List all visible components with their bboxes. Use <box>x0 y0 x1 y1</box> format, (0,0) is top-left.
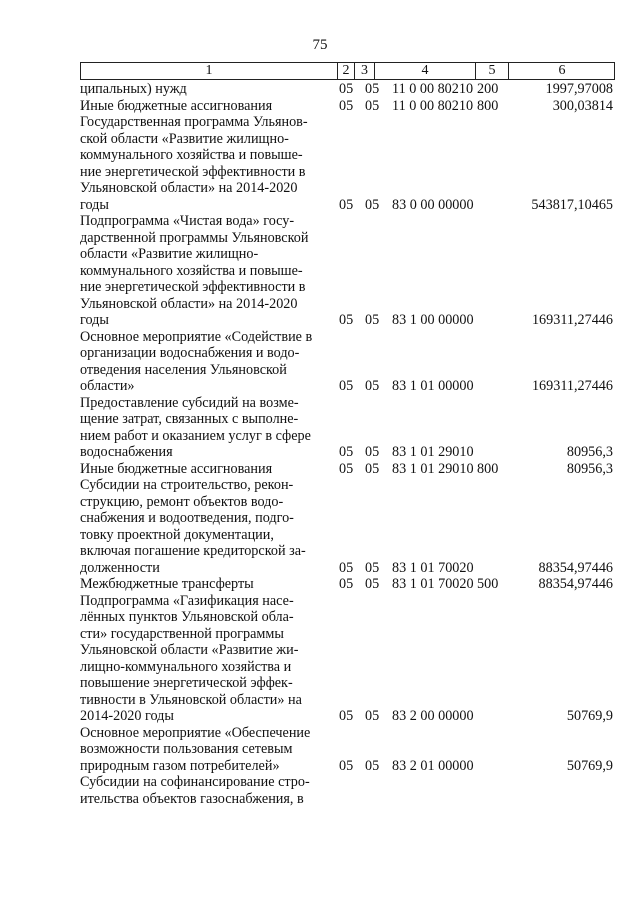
description-line: ние энергетической эффективности в <box>80 279 306 295</box>
table-header <box>80 62 615 80</box>
row-description <box>80 329 330 395</box>
section-code: 05 <box>339 81 354 97</box>
subsection-code: 05 <box>365 312 380 328</box>
description-line: водоснабжения <box>80 444 173 460</box>
subsection-code: 05 <box>365 196 380 213</box>
target-article-code: 83 1 01 29010 <box>392 444 474 460</box>
description-line: Предоставление субсидий на возме- <box>80 394 299 411</box>
header-col-5: 5 <box>488 63 496 78</box>
description-line: возможности пользования сетевым <box>80 741 293 757</box>
target-article-code: 11 0 00 80210 <box>392 97 474 114</box>
target-article-code: 83 1 01 70020 <box>392 576 474 592</box>
subsection-code: 05 <box>365 444 380 460</box>
subsection-code: 05 <box>365 757 380 774</box>
description-line: снабжения и водоотведения, подго- <box>80 510 294 526</box>
description-line: Подпрограмма «Чистая вода» госу- <box>80 213 295 229</box>
target-article-code: 83 1 01 29010 <box>392 460 474 477</box>
description-line: сти» государственной программы <box>80 625 284 642</box>
header-col-3: 3 <box>361 63 368 78</box>
description-line: природным газом потребителей» <box>80 757 280 774</box>
subsection-code: 05 <box>365 559 380 576</box>
description-line: ительства объектов газоснабжения, в <box>80 790 304 807</box>
target-article-code: 83 1 00 00000 <box>392 312 474 328</box>
table-row <box>0 81 640 98</box>
description-line: нием работ и оказанием услуг в сфере <box>80 427 311 444</box>
table-row <box>0 98 640 115</box>
row-amount: 80956,3 <box>566 460 613 477</box>
section-code: 05 <box>339 444 354 460</box>
row-description <box>80 477 330 576</box>
subsection-code: 05 <box>365 460 380 477</box>
table-row <box>0 114 640 213</box>
row-description <box>80 81 330 98</box>
row-description <box>80 725 330 775</box>
table-body <box>0 81 640 807</box>
row-description <box>80 576 330 593</box>
description-line: организации водоснабжения и водо- <box>80 345 300 361</box>
description-line: дарственной программы Ульяновской <box>80 229 309 246</box>
description-line: коммунального хозяйства и повыше- <box>80 262 303 279</box>
description-line: Государственная программа Ульянов- <box>80 114 308 130</box>
table-row <box>0 329 640 395</box>
row-description <box>80 213 330 329</box>
description-line: Ульяновской области» на 2014-2020 <box>80 180 298 196</box>
description-line: ние энергетической эффективности в <box>80 163 306 180</box>
header-col-2: 2 <box>342 63 350 78</box>
description-line: Субсидии на строительство, рекон- <box>80 477 294 493</box>
description-line: лищно-коммунального хозяйства и <box>80 658 292 675</box>
description-line: Подпрограмма «Газификация насе- <box>80 592 294 609</box>
table-row <box>0 477 640 576</box>
row-amount: 300,03814 <box>552 97 613 114</box>
description-line: годы <box>80 312 109 328</box>
description-line: Ульяновской области» на 2014-2020 <box>80 295 298 312</box>
section-code: 05 <box>339 708 354 724</box>
subsection-code: 05 <box>365 81 380 97</box>
description-line: Межбюджетные трансферты <box>80 576 254 592</box>
table-row <box>0 395 640 461</box>
row-amount: 88354,97446 <box>538 576 613 592</box>
table-row <box>0 774 640 807</box>
description-line: Субсидии на софинансирование стро- <box>80 774 310 790</box>
expense-type-code: 800 <box>477 97 499 114</box>
row-amount: 88354,97446 <box>538 559 613 576</box>
target-article-code: 83 2 00 00000 <box>392 708 474 724</box>
section-code: 05 <box>339 196 354 213</box>
expense-type-code: 200 <box>477 81 499 97</box>
section-code: 05 <box>339 559 354 576</box>
row-description <box>80 114 330 213</box>
description-line: повышение энергетической эффек- <box>80 675 293 691</box>
target-article-code: 83 2 01 00000 <box>392 757 474 774</box>
subsection-code: 05 <box>365 708 380 724</box>
section-code: 05 <box>339 757 354 774</box>
section-code: 05 <box>339 312 354 328</box>
page-number: 75 <box>312 37 328 53</box>
description-line: Ульяновской области «Развитие жи- <box>80 642 299 658</box>
description-line: щение затрат, связанных с выполне- <box>80 411 299 427</box>
description-line: коммунального хозяйства и повыше- <box>80 147 303 163</box>
description-line: ской области «Развитие жилищно- <box>80 130 289 147</box>
description-line: области» <box>80 378 135 394</box>
table-row <box>0 593 640 725</box>
table-row <box>0 461 640 478</box>
row-amount: 80956,3 <box>566 444 613 460</box>
section-code: 05 <box>339 460 354 477</box>
row-amount: 543817,10465 <box>531 196 613 213</box>
header-col-1: 1 <box>205 63 213 78</box>
row-amount: 169311,27446 <box>531 312 613 328</box>
header-col-6: 6 <box>558 63 566 78</box>
description-line: тивности в Ульяновской области» на <box>80 691 302 708</box>
description-line: струкцию, ремонт объектов водо- <box>80 493 284 510</box>
row-amount: 50769,9 <box>566 708 613 724</box>
table-row <box>0 725 640 775</box>
expense-type-code: 500 <box>477 576 499 592</box>
description-line: 2014-2020 годы <box>80 708 174 724</box>
row-description <box>80 593 330 725</box>
target-article-code: 11 0 00 80210 <box>392 81 474 97</box>
row-amount: 1997,97008 <box>545 81 613 97</box>
section-code: 05 <box>339 576 354 592</box>
target-article-code: 83 1 01 00000 <box>392 378 474 394</box>
description-line: Основное мероприятие «Обеспечение <box>80 724 311 741</box>
description-line: Иные бюджетные ассигнования <box>80 97 273 114</box>
description-line: Основное мероприятие «Содействие в <box>80 328 313 345</box>
target-article-code: 83 0 00 00000 <box>392 196 474 213</box>
header-col-4: 4 <box>421 63 429 78</box>
expense-type-code: 800 <box>477 460 499 477</box>
table-row <box>0 576 640 593</box>
description-line: Иные бюджетные ассигнования <box>80 460 273 477</box>
description-line: долженности <box>80 559 160 576</box>
row-amount: 50769,9 <box>566 757 613 774</box>
description-line: отведения населения Ульяновской <box>80 361 287 378</box>
subsection-code: 05 <box>365 97 380 114</box>
description-line: включая погашение кредиторской за- <box>80 543 306 559</box>
description-line: товку проектной документации, <box>80 526 274 543</box>
description-line: лённых пунктов Ульяновской обла- <box>80 609 294 625</box>
row-description <box>80 98 330 115</box>
row-amount: 169311,27446 <box>531 378 613 394</box>
description-line: годы <box>80 196 109 213</box>
subsection-code: 05 <box>365 378 380 394</box>
target-article-code: 83 1 01 70020 <box>392 559 474 576</box>
section-code: 05 <box>339 97 354 114</box>
subsection-code: 05 <box>365 576 380 592</box>
section-code: 05 <box>339 378 354 394</box>
row-description <box>80 461 330 478</box>
table-row <box>0 213 640 329</box>
description-line: области «Развитие жилищно- <box>80 246 259 262</box>
row-description <box>80 774 330 807</box>
description-line: ципальных) нужд <box>80 81 187 97</box>
row-description <box>80 395 330 461</box>
